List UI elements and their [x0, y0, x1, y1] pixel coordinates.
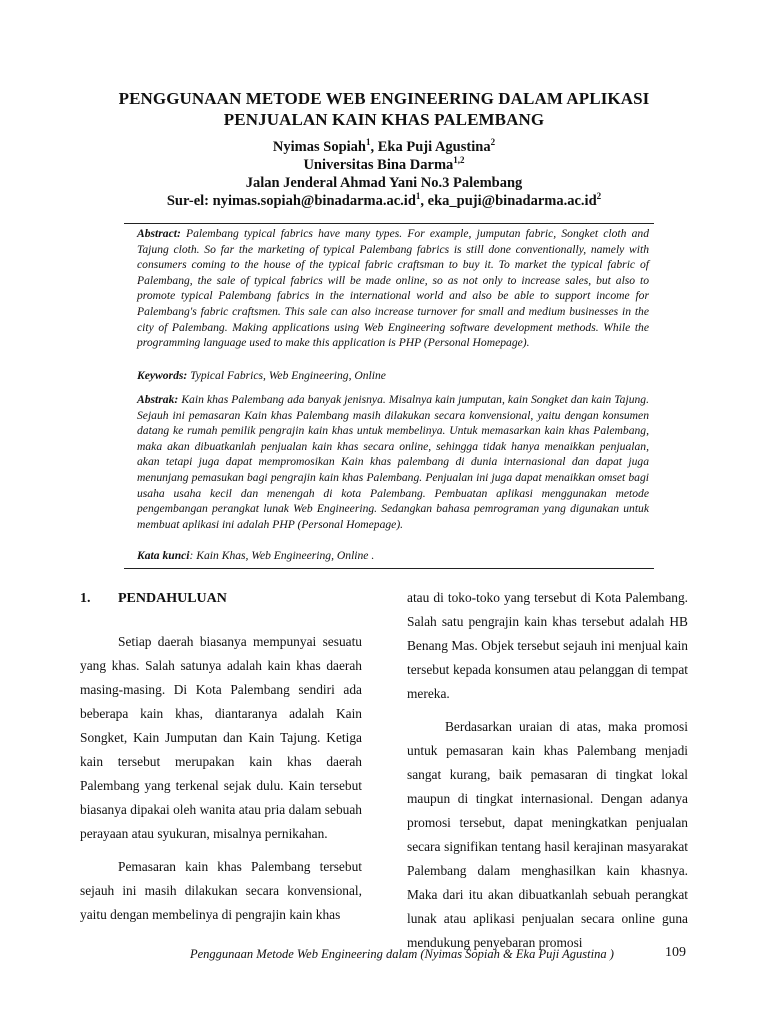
body-column-left [80, 630, 362, 927]
email-1: nyimas.sopiah@binadarma.ac.id [212, 193, 416, 209]
paper-title [60, 88, 708, 130]
paragraph: Berdasarkan uraian di atas, maka promosi untuk pemasaran kain khas Palembang menjadi sangat kurang, baik pemasaran di tingkat lokal maupun di tingkat internasional. Dengan adanya promosi tersebut, dapat meningkatkan penjualan secara signifikan tentang hasil kerajinan masyarakat Palembang dalam menghasilkan kain khasnya. Maka dari itu akan dibuatkanlah sebuah perangkat lunak atau aplikasi penjualan secara online guna mendukung penyebaran promosi [407, 719, 688, 950]
page-number: 109 [665, 945, 686, 960]
university-name: Universitas Bina Darma [303, 157, 454, 173]
email-2-mark: 2 [596, 191, 602, 202]
title-line-2: PENJUALAN KAIN KHAS PALEMBANG [223, 110, 545, 129]
abstract-english-label: Abstract: [137, 227, 181, 240]
title-line-1: PENGGUNAAN METODE WEB ENGINEERING DALAM APLIKASI [118, 89, 650, 108]
email-1-mark: 1 [415, 191, 421, 202]
affiliation [60, 156, 708, 174]
keywords-indonesian-label: Kata kunci [137, 549, 190, 562]
keywords-indonesian-text: : Kain Khas, Web Engineering, Online . [189, 549, 375, 562]
section-title: PENDAHULUAN [118, 591, 227, 606]
keywords-english [137, 368, 649, 384]
body-column-right [407, 586, 688, 955]
running-footer: Penggunaan Metode Web Engineering dalam (Nyimas Sopiah & Eka Puji Agustina ) [190, 947, 614, 961]
author-names [60, 138, 708, 156]
keywords-indonesian [137, 548, 649, 564]
abstract-top-rule [124, 223, 654, 224]
author-1-affiliation-mark: 1 [366, 137, 371, 148]
paragraph: Setiap daerah biasanya mempunyai sesuatu yang khas. Salah satunya adalah kain khas daerah masing-masing. Di Kota Palembang sendiri ada beberapa kain khas, diantaranya adalah Kain Songket, Kain Jumputan dan Kain Tajung. Ketiga kain tersebut merupakan kain khas daerah Palembang yang terkenal sejak dulu. Kain tersebut biasanya dipakai oleh wanita atau pria dalam sebuah perayaan atau syukuran, misalnya pernikahan. [80, 634, 362, 841]
email-label: Sur-el: [166, 193, 213, 209]
paragraph: Pemasaran kain khas Palembang tersebut sejauh ini masih dilakukan secara konvensional, yaitu dengan membelinya di pengrajin kain khas [80, 859, 362, 922]
email-separator: , [420, 193, 428, 209]
author-2-name: Eka Puji Agustina [377, 139, 491, 155]
abstract-indonesian-label: Abstrak: [137, 393, 179, 406]
author-block [60, 138, 708, 210]
author-separator: , [370, 139, 378, 155]
section-number: 1. [80, 591, 91, 606]
keywords-english-label: Keywords: [137, 369, 188, 382]
abstract-english-text: Palembang typical fabrics have many types. For example, jumputan fabric, Songket cloth and Tajung cloth. So far the marketing of typical Palembang fabrics is still done conventionally, namely with consumers coming to the house of the typical fabric craftsman to buy it. To market the typical fabric of Palembang, the sale of typical fabrics will be made online, so as not only to increase sales, but also to promote typical Palembang fabrics in the international world and also be able to support income for Palembang's fabric craftsmen. This sale can also increase turnover for small and medium businesses in the city of Palembang. Making applications using Web Engineering software development methods. While the programming language used to make this application is PHP (Personal Homepage). [137, 227, 649, 350]
address: Jalan Jenderal Ahmad Yani No.3 Palembang [245, 175, 523, 191]
abstract-indonesian [137, 392, 649, 532]
university-affiliation-mark: 1,2 [453, 155, 465, 166]
paragraph: atau di toko-toko yang tersebut di Kota Palembang. Salah satu pengrajin kain khas tersebut adalah HB Benang Mas. Objek tersebut sejauh ini menjual kain tersebut kepada konsumen atau pelanggan di tempat mereka. [407, 590, 688, 701]
author-1-name: Nyimas Sopiah [272, 139, 366, 155]
email-2: eka_puji@binadarma.ac.id [427, 193, 597, 209]
abstract-bottom-rule [124, 568, 654, 569]
abstract-indonesian-text: Kain khas Palembang ada banyak jenisnya. Misalnya kain jumputan, kain Songket dan kain Tajung. Sejauh ini pemasaran Kain khas Palembang masih dilakukan secara konvensional, yaitu dengan konsumen datang ke rumah pemilik pengrajin kain khas untuk membelinya. Untuk memasarkan kain khas Palembang, maka akan dibuatkanlah penjualan kain khas secara online, sehingga tidak hanya menaikkan penjualan, akan tetapi juga dapat mempromosikan Kain khas palembang di dunia internasional dan dapat juga menunjang pemasukan bagi pengrajin kain khas Palembang. Penjualan ini juga dapat menaikkan omset bagi usaha usaha kecil dan menengah di kota Palembang. Pembuatan aplikasi menggunakan metode pengembangan perangkat lunak Web Engineering. Sedangkan bahasa pemrograman yang digunakan untuk membuat aplikasi ini adalah PHP (Personal Homepage). [137, 393, 649, 531]
abstract-english [137, 226, 649, 351]
author-2-affiliation-mark: 2 [490, 137, 496, 148]
section-heading [80, 590, 370, 608]
keywords-english-text: Typical Fabrics, Web Engineering, Online [187, 369, 386, 382]
email-line [60, 192, 708, 210]
